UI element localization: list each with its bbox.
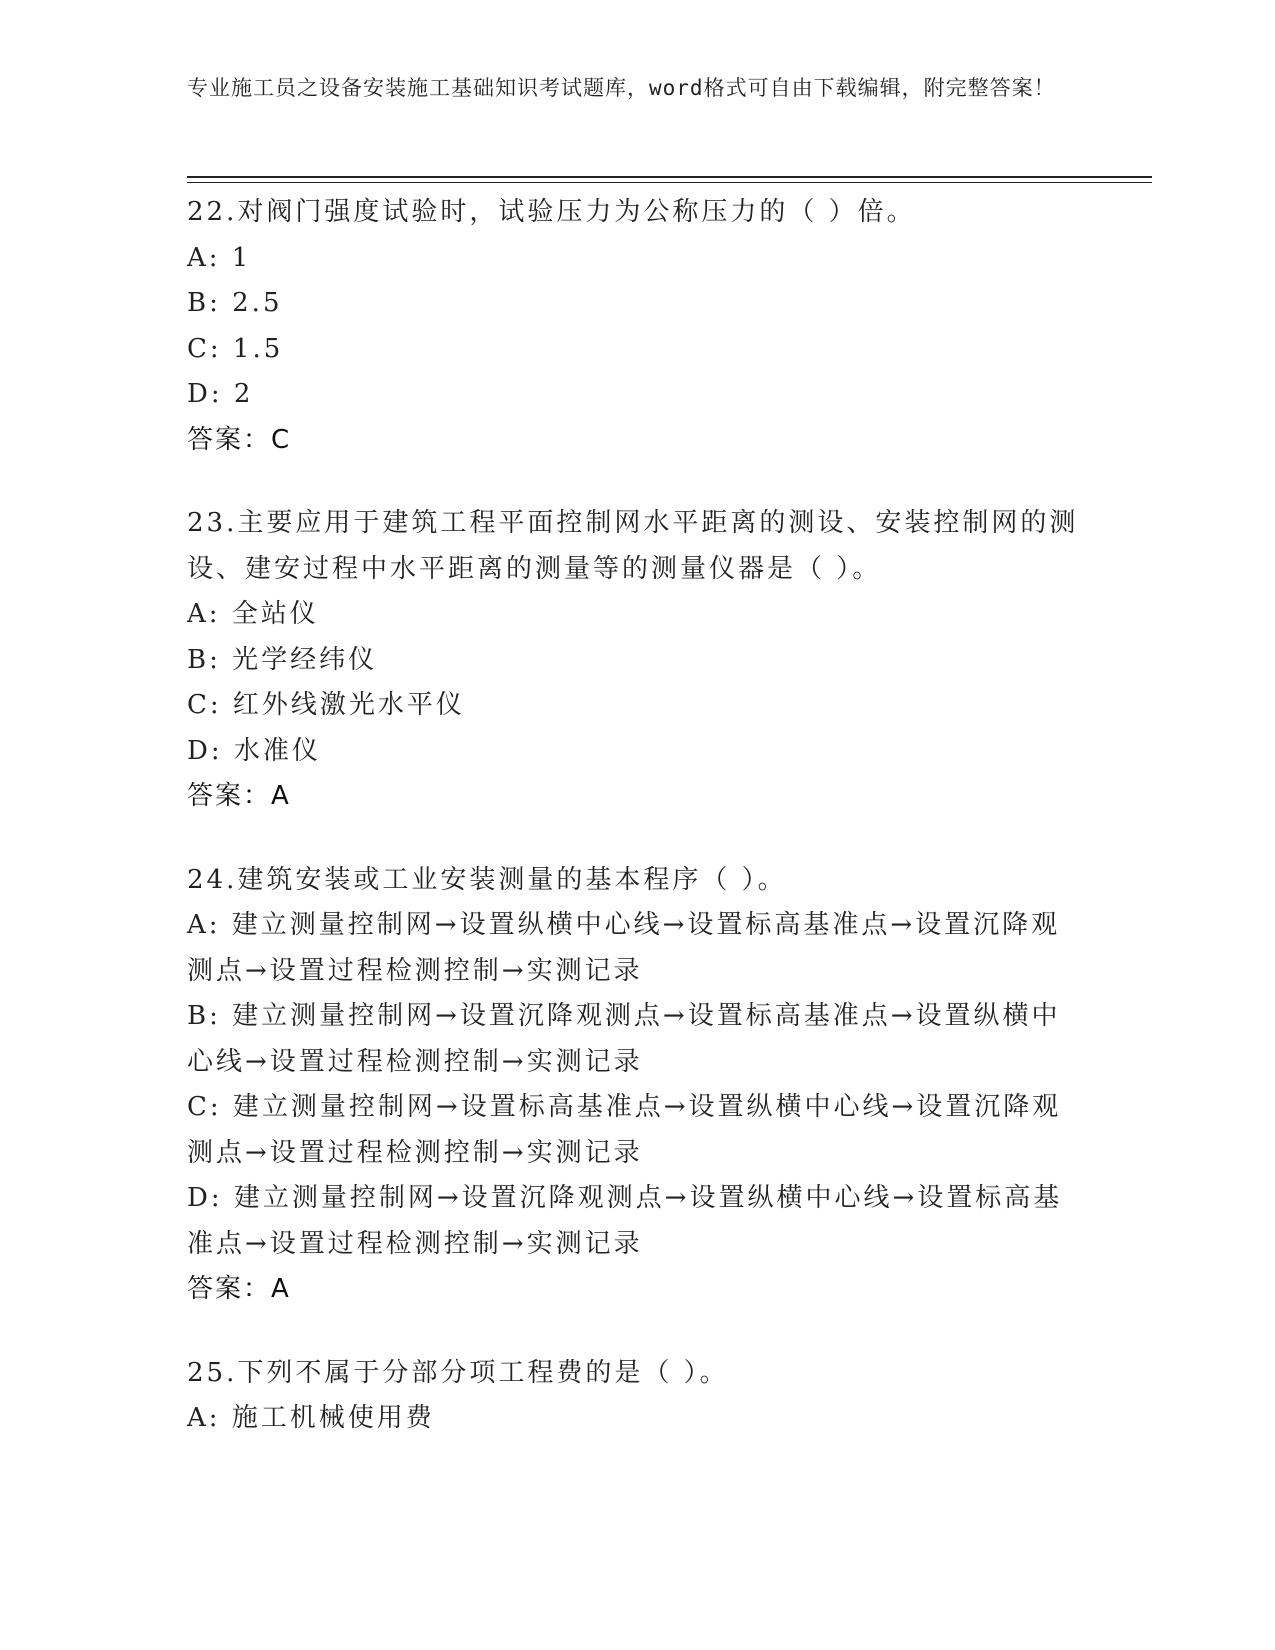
question-25 (187, 1351, 1087, 1442)
option-a: A: 全站仪 (187, 599, 319, 629)
option-d: D: 水准仪 (187, 735, 321, 766)
option-c: C: 建立测量控制网→设置标高基准点→设置纵横中心线→设置沉降观测点→设置过程检测控制→实测记录 (187, 1092, 1062, 1168)
answer: 答案：C (187, 424, 292, 455)
question-22 (187, 190, 1087, 463)
option-a: A: 施工机械使用费 (187, 1403, 435, 1433)
option-b: B: 2.5 (187, 288, 283, 318)
question-list (187, 190, 1087, 1480)
option-c: C: 1.5 (187, 333, 284, 364)
question-stem: 23.主要应用于建筑工程平面控制网水平距离的测设、安装控制网的测设、建安过程中水平距离的测量等的测量仪器是（ ）。 (187, 508, 1079, 584)
question-stem: 22.对阀门强度试验时，试验压力为公称压力的（ ）倍。 (187, 197, 916, 227)
option-a: A: 1 (187, 242, 252, 273)
header-divider (187, 176, 1152, 178)
answer: 答案：A (187, 781, 291, 811)
option-c: C: 红外线激光水平仪 (187, 690, 465, 720)
answer: 答案：A (187, 1274, 291, 1304)
option-b: B: 建立测量控制网→设置沉降观测点→设置标高基准点→设置纵横中心线→设置过程检测控制→实测记录 (187, 1001, 1061, 1077)
option-d: D: 2 (187, 379, 254, 409)
question-stem: 25.下列不属于分部分项工程费的是（ ）。 (187, 1357, 729, 1388)
option-a: A: 建立测量控制网→设置纵横中心线→设置标高基准点→设置沉降观测点→设置过程检测控制→实测记录 (187, 910, 1061, 986)
question-24 (187, 858, 1087, 1313)
option-d: D: 建立测量控制网→设置沉降观测点→设置纵横中心线→设置标高基准点→设置过程检测控制→实测记录 (187, 1183, 1063, 1259)
document-header: 专业施工员之设备安装施工基础知识考试题库，word格式可自由下载编辑，附完整答案！ (187, 76, 1056, 100)
question-stem: 24.建筑安装或工业安装测量的基本程序（ ）。 (187, 864, 787, 895)
header-divider-thin (187, 182, 1152, 183)
option-b: B: 光学经纬仪 (187, 644, 378, 675)
question-23 (187, 501, 1087, 820)
